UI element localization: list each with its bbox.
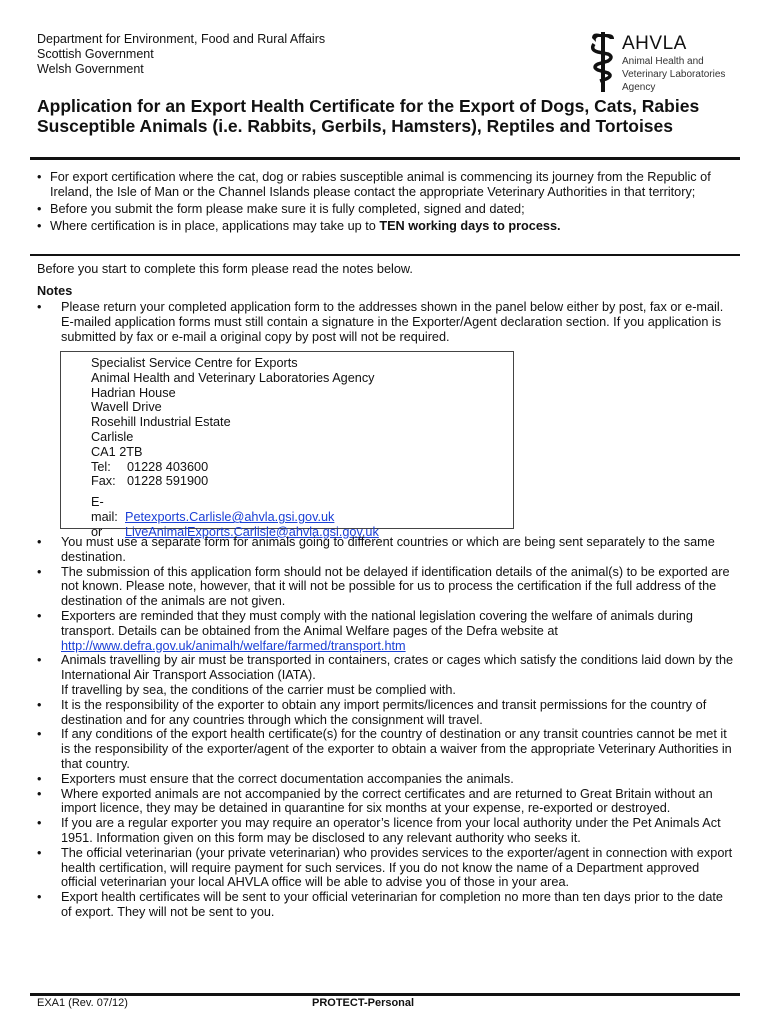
note-item	[37, 609, 737, 653]
email-link-liveanimalexports[interactable]: LiveAnimalExports.Carlisle@ahvla.gsi.gov.uk	[125, 524, 379, 539]
note-text: Exporters must ensure that the correct documentation accompanies the animals.	[61, 771, 514, 786]
bullet-text: Before you submit the form please make sure it is fully completed, signed and dated;	[50, 202, 525, 216]
bullet-text: For export certification where the cat, dog or rabies susceptible animal is commencing its journey from the Republic of Ireland, the Isle of Man or the Channel Islands please contact the appropriate Veterinary Authorities in that territory;	[50, 170, 711, 199]
note-text: You must use a separate form for animals going to different countries or which are being sent separately to the same destination.	[61, 535, 715, 564]
fax-label: Fax:	[91, 474, 116, 489]
notes-first	[37, 300, 737, 344]
issuing-organisations	[37, 32, 325, 77]
address-line: Specialist Service Centre for Exports	[91, 356, 298, 370]
bullet-emphasis: TEN working days to process.	[379, 219, 561, 233]
defra-welfare-link[interactable]: http://www.defra.gov.uk/animalh/welfare/farmed/transport.htm	[61, 638, 406, 653]
note-text: The submission of this application form should not be delayed if identification details of the animal(s) to be exported are not known. Please note, however, that it will not be possible for us to process the certification if the full address of the destination of the animals are not given.	[61, 564, 730, 609]
note-text: If you are a regular exporter you may require an operator’s licence from your local authority under the Pet Animals Act 1951. Information given on this form may be disclosed to any relevant authority who seeks it.	[61, 816, 721, 845]
intro-bullet	[37, 219, 737, 234]
org-scottish-government: Scottish Government	[37, 47, 154, 61]
intro-bullets	[37, 170, 737, 236]
bullet-text: Where certification is in place, applications may take up to	[50, 219, 380, 233]
note-item	[37, 300, 737, 344]
note-item	[37, 890, 737, 920]
logo-subtitle-line: Veterinary Laboratories	[622, 69, 726, 80]
note-text: Export health certificates will be sent to your official veterinarian for completion no more than ten days prior to the date of export. They will not be sent to you.	[61, 890, 723, 919]
note-text: If any conditions of the export health certificate(s) for the country of destination or any transit countries cannot be met it is the responsibility of the exporter/agent of the exporter to obtain a waiver from the appropriate Veterinary Authorities in that country.	[61, 727, 732, 771]
address-panel	[60, 351, 514, 539]
logo-subtitle-line: Agency	[622, 82, 656, 93]
address-line: Wavell Drive	[91, 400, 162, 415]
note-text: Exporters are reminded that they must comply with the national legislation covering the welfare of animals during transport. Details can be obtained from the Animal Welfare pages of the Defra website at	[61, 608, 693, 638]
intro-bullet	[37, 170, 737, 200]
note-item	[37, 535, 737, 565]
ahvla-logo	[588, 30, 738, 96]
or-label: or	[91, 524, 103, 539]
note-text: Please return your completed application form to the addresses shown in the panel below either by post, fax or e-mail. E-mailed application forms must still contain a signature in the Exporter/Agent declaration section. If you application is submitted by fax or e-mail a original copy by post will not be required.	[61, 300, 724, 344]
note-text: Where exported animals are not accompanied by the correct certificates and are returned to Great Britain without an import licence, they may be detained in quarantine for six months at your expense, re-exported or destroyed.	[61, 786, 713, 816]
note-text: If travelling by sea, the conditions of the carrier must be complied with.	[61, 682, 456, 697]
telephone	[91, 460, 379, 475]
address-line: CA1 2TB	[91, 444, 143, 459]
address-line: Animal Health and Veterinary Laboratories Agency	[91, 370, 375, 385]
address-line: Rosehill Industrial Estate	[91, 415, 231, 430]
logo-subtitle	[622, 55, 725, 94]
logo-name: AHVLA	[622, 33, 687, 54]
note-item	[37, 772, 737, 787]
note-text: Animals travelling by air must be transported in containers, crates or cages which satisfy the conditions laid down by the International Air Transport Association (IATA).	[61, 653, 734, 683]
fax-number: 01228 591900	[127, 474, 209, 489]
note-item	[37, 653, 737, 697]
note-item	[37, 846, 737, 890]
document-title: Application for an Export Health Certificate for the Export of Dogs, Cats, Rabies Susceptible Animals (i.e. Rabbits, Gerbils, Hamsters), Reptiles and Tortoises	[37, 96, 700, 136]
email-label: E-mail:	[91, 495, 118, 524]
logo-subtitle-line: Animal Health and	[622, 56, 704, 67]
notes-list	[37, 535, 737, 920]
address-line: Carlisle	[91, 429, 134, 444]
title-divider	[30, 157, 740, 160]
intro-bullet	[37, 202, 737, 217]
org-welsh-government: Welsh Government	[37, 62, 144, 76]
note-item	[37, 787, 737, 817]
note-item	[37, 698, 737, 728]
note-item	[37, 565, 737, 609]
tel-number: 01228 403600	[127, 459, 209, 474]
address-line: Hadrian House	[91, 385, 176, 400]
email-link-petexports[interactable]: Petexports.Carlisle@ahvla.gsi.gov.uk	[125, 509, 335, 524]
note-text: The official veterinarian (your private veterinarian) who provides services to the exporter/agent in connection with export health certification, will require payment for such services. If you do not know the name of a Department approved official veterinarian your local AHVLA office will be able to advise you of those in your area.	[61, 845, 733, 890]
note-item	[37, 727, 737, 771]
form-code: EXA1 (Rev. 07/12)	[37, 997, 128, 1009]
notes-heading: Notes	[37, 284, 73, 298]
tel-label: Tel:	[91, 459, 111, 474]
email-row	[91, 495, 379, 525]
org-defra: Department for Environment, Food and Rural Affairs	[37, 32, 326, 46]
footer-divider	[30, 993, 740, 996]
security-classification: PROTECT-Personal	[312, 997, 415, 1009]
note-item	[37, 816, 737, 846]
fax	[91, 474, 379, 489]
rod-of-asclepius-icon	[588, 30, 618, 94]
note-text: It is the responsibility of the exporter to obtain any import permits/licences and transit permissions for the country of destination and for any countries through which the consignment will travel.	[61, 697, 707, 727]
before-start-text: Before you start to complete this form please read the notes below.	[37, 262, 413, 276]
section-divider	[30, 254, 740, 256]
